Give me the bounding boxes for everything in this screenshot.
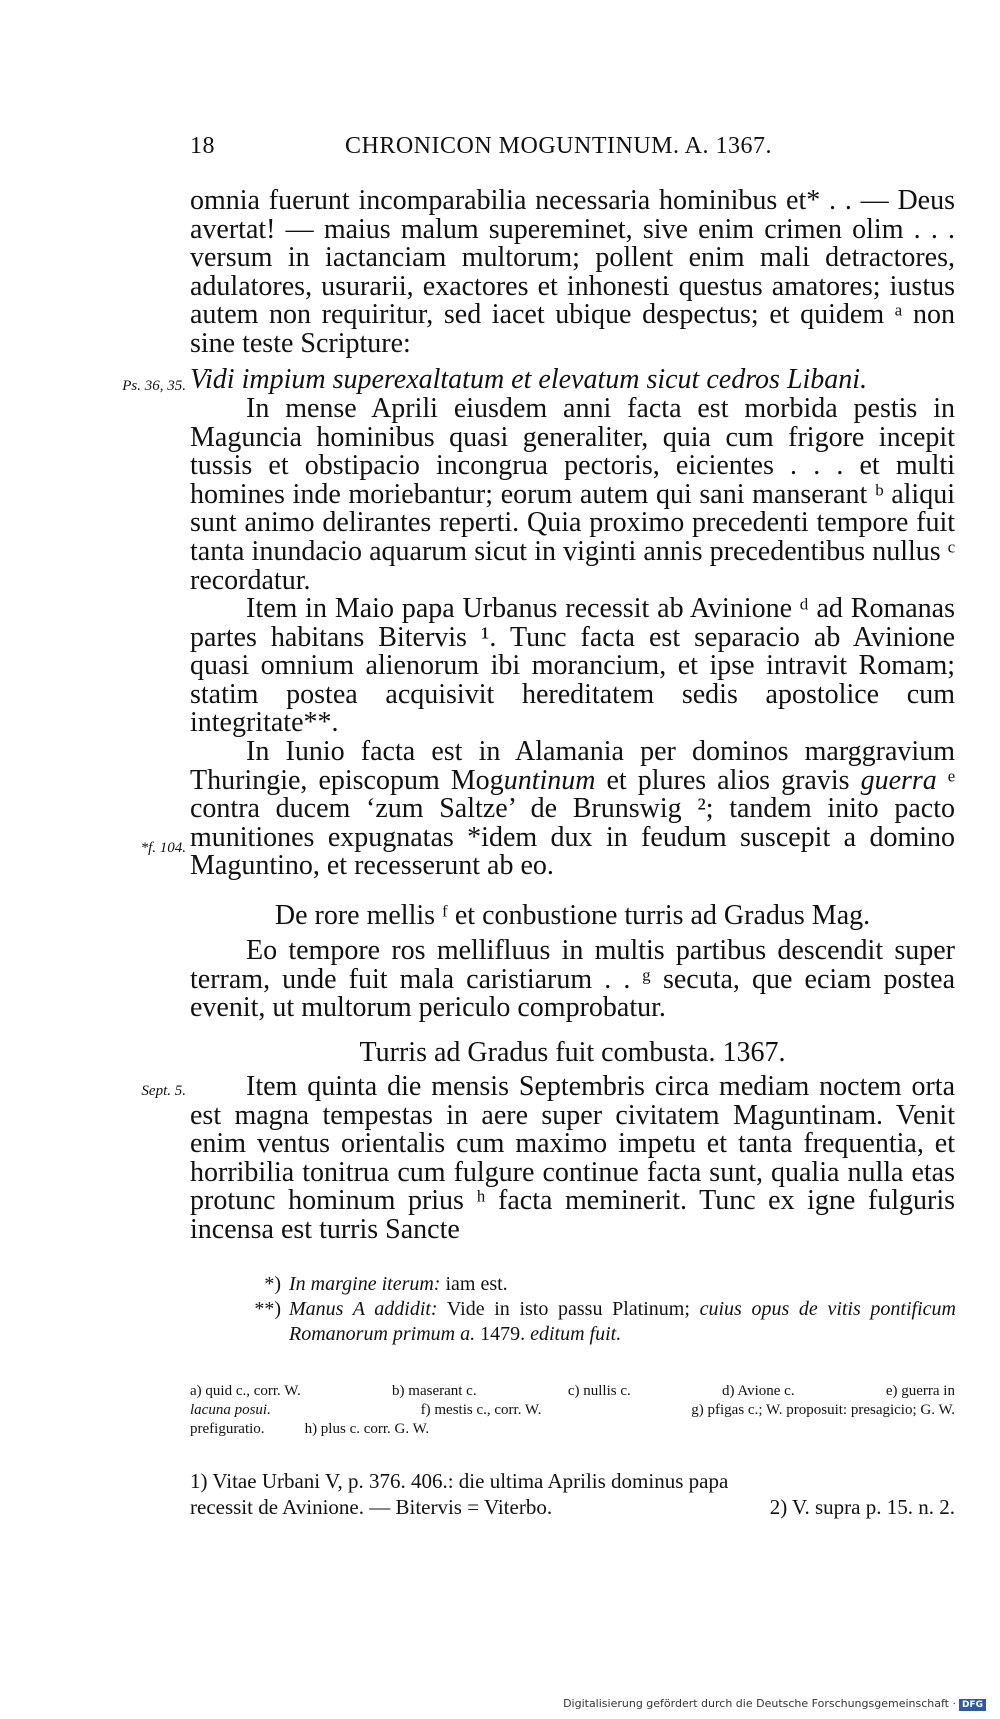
dfg-logo: DFG <box>959 1699 986 1711</box>
variant-e-cont: lacuna posui. <box>190 1402 271 1418</box>
variant-b: b) maserant c. <box>392 1383 477 1399</box>
footnote-1-label: In margine iterum: <box>289 1273 441 1295</box>
footnote-2-text: Vide in isto passu Platinum; <box>437 1298 700 1320</box>
margin-note-folio: *f. 104. <box>140 840 186 856</box>
footnote-2-end: editum fuit. <box>530 1323 622 1345</box>
paragraph-3 <box>190 595 955 738</box>
editorial-footnotes <box>236 1272 956 1347</box>
footnote-1-mark: *) <box>264 1273 281 1295</box>
paragraph-4-part-a: In Iunio facta est in Alamania per dominos marggravium Thuringie, episcopum Mog <box>190 736 955 796</box>
source-note-line-1: 1) Vitae Urbani V, p. 376. 406.: die ultima Aprilis dominus papa <box>190 1469 729 1493</box>
paragraph-4-part-c: et plures alios gravis <box>595 764 861 796</box>
paragraph-1-text: omnia fuerunt incomparabilia necessaria hominibus et* . . — Deus avertat! — maius malum superemin⁠et, sive enim crimen olim . . . versum in iactanciam multorum; pollent enim mali detractores, adulatores, usurarii, exactores et inhonesti questus amatores; iustus autem non requiritur, sed iacet ubique despectus; et quidem ᵃ non sine teste Scripture: <box>190 185 955 359</box>
variant-d: d) Avione c. <box>721 1383 795 1399</box>
variant-g-cont: prefiguratio. <box>190 1421 265 1437</box>
margin-note-psalm: Ps. 36, 35. <box>122 378 186 394</box>
paragraph-2-text: In mense Aprili eiusdem anni facta est morbida pestis in Maguncia hominibus quasi generaliter, quia cum frigore incepit tussis et obstipacio incongrua pectoris, eicientes . . . et multi homines inde moriebantur; eorum autem qui sani manserant ᵇ aliqui sunt animo delirantes reperti. Quia proximo precedenti tempore fuit tanta inundacio aquarum sicut in viginti annis precedentibus nullus ᶜ recordatur. <box>190 393 955 596</box>
footnote-2 <box>236 1297 956 1347</box>
paragraph-1 <box>190 187 955 359</box>
variant-row-3 <box>190 1420 955 1439</box>
footnote-1 <box>236 1272 956 1297</box>
paragraph-4-text <box>190 738 955 881</box>
paragraph-6 <box>190 1073 955 1245</box>
source-note-1-end: recessit de Avinione. — Bitervis = Viterbo. <box>190 1495 553 1519</box>
variant-h: h) plus c. corr. G. W. <box>304 1421 430 1437</box>
section-heading-2: Turris ad Gradus fuit combusta. 1367. <box>359 1037 786 1068</box>
paragraph-4-part-b: untinum <box>503 764 596 796</box>
variant-c: c) nullis c. <box>567 1383 631 1399</box>
variant-row-2 <box>190 1401 955 1420</box>
variant-g: g) pfigas c.; W. proposuit: presagicio; G. W. <box>691 1402 955 1418</box>
page-number: 18 <box>190 133 215 159</box>
scripture-quote-text: Vidi impium superexaltatum et elevatum sicut cedros Libani. <box>190 364 868 395</box>
source-note-2: 2) V. supra p. 15. n. 2. <box>769 1495 955 1519</box>
paragraph-6-text: Item quinta die mensis Septembris circa mediam noctem orta est magna tempestas in aere super civitatem Maguntinam. Venit enim ventus orientalis cum maximo impetu et tanta frequentia, et horribilia tonitrua cum fulgure continue facta sunt, qualia nulla etas protunc hominum prius ʰ facta meminerit. Tunc ex igne fulguris incensa est turris Sancte <box>190 1071 955 1245</box>
scripture-quote <box>190 366 955 395</box>
paragraph-2 <box>190 395 955 595</box>
section-heading-1: De rore mellis ᶠ et conbustione turris ad Gradus Mag. <box>274 900 871 931</box>
source-note-line-2 <box>190 1494 955 1520</box>
digitization-credit <box>563 1697 986 1711</box>
footnote-2-year: 1479. <box>475 1323 531 1345</box>
footnote-1-text: iam est. <box>440 1273 508 1295</box>
variant-e: e) guerra in <box>885 1383 955 1399</box>
credit-text: Digitalisierung gefördert durch die Deutsche Forschungsgemeinschaft · <box>563 1697 956 1710</box>
margin-note-date: Sept. 5. <box>141 1083 186 1099</box>
variant-row-1 <box>190 1382 955 1401</box>
paragraph-3-text: Item in Maio papa Urbanus recessit ab Avinione ᵈ ad Romanas partes habitans Bitervis ¹. Tunc facta est separacio ab Avinione quasi omnium alienorum ibi morancium, et ipse intravit Romam; statim postea acquisivit hereditatem sedis apostolice cum integritate**. <box>190 593 955 739</box>
variant-f: f) mestis c., corr. W. <box>420 1402 542 1418</box>
footnote-2-label: Manus A addidit: <box>289 1298 438 1320</box>
paragraph-5-text: Eo tempore ros mellifluus in multis partibus descendit super terram, unde fuit mala caristiarum . . ᵍ secuta, que eciam postea evenit, ut multorum periculo comprobatur. <box>190 935 955 1024</box>
paragraph-4-part-e: ᵉ contra ducem ‘zum Saltze’ de Brunswig ²; tandem inito pacto munitiones expugnatas *idem dux in feudum suscepit a domino Maguntino, et recesserunt ab eo. <box>190 764 956 882</box>
footnote-2-mark: **) <box>254 1298 281 1320</box>
source-notes <box>190 1468 955 1520</box>
footnote-2-italic: cuius opus de vitis pontificum Romanorum primum a. <box>289 1298 956 1345</box>
variant-a: a) quid c., corr. W. <box>190 1383 301 1399</box>
variant-readings <box>190 1382 955 1439</box>
running-title: CHRONICON MOGUNTINUM. A. 1367. <box>345 133 773 159</box>
paragraph-4-part-d: guerra <box>860 764 937 796</box>
paragraph-4 <box>190 738 955 881</box>
paragraph-5 <box>190 937 955 1023</box>
